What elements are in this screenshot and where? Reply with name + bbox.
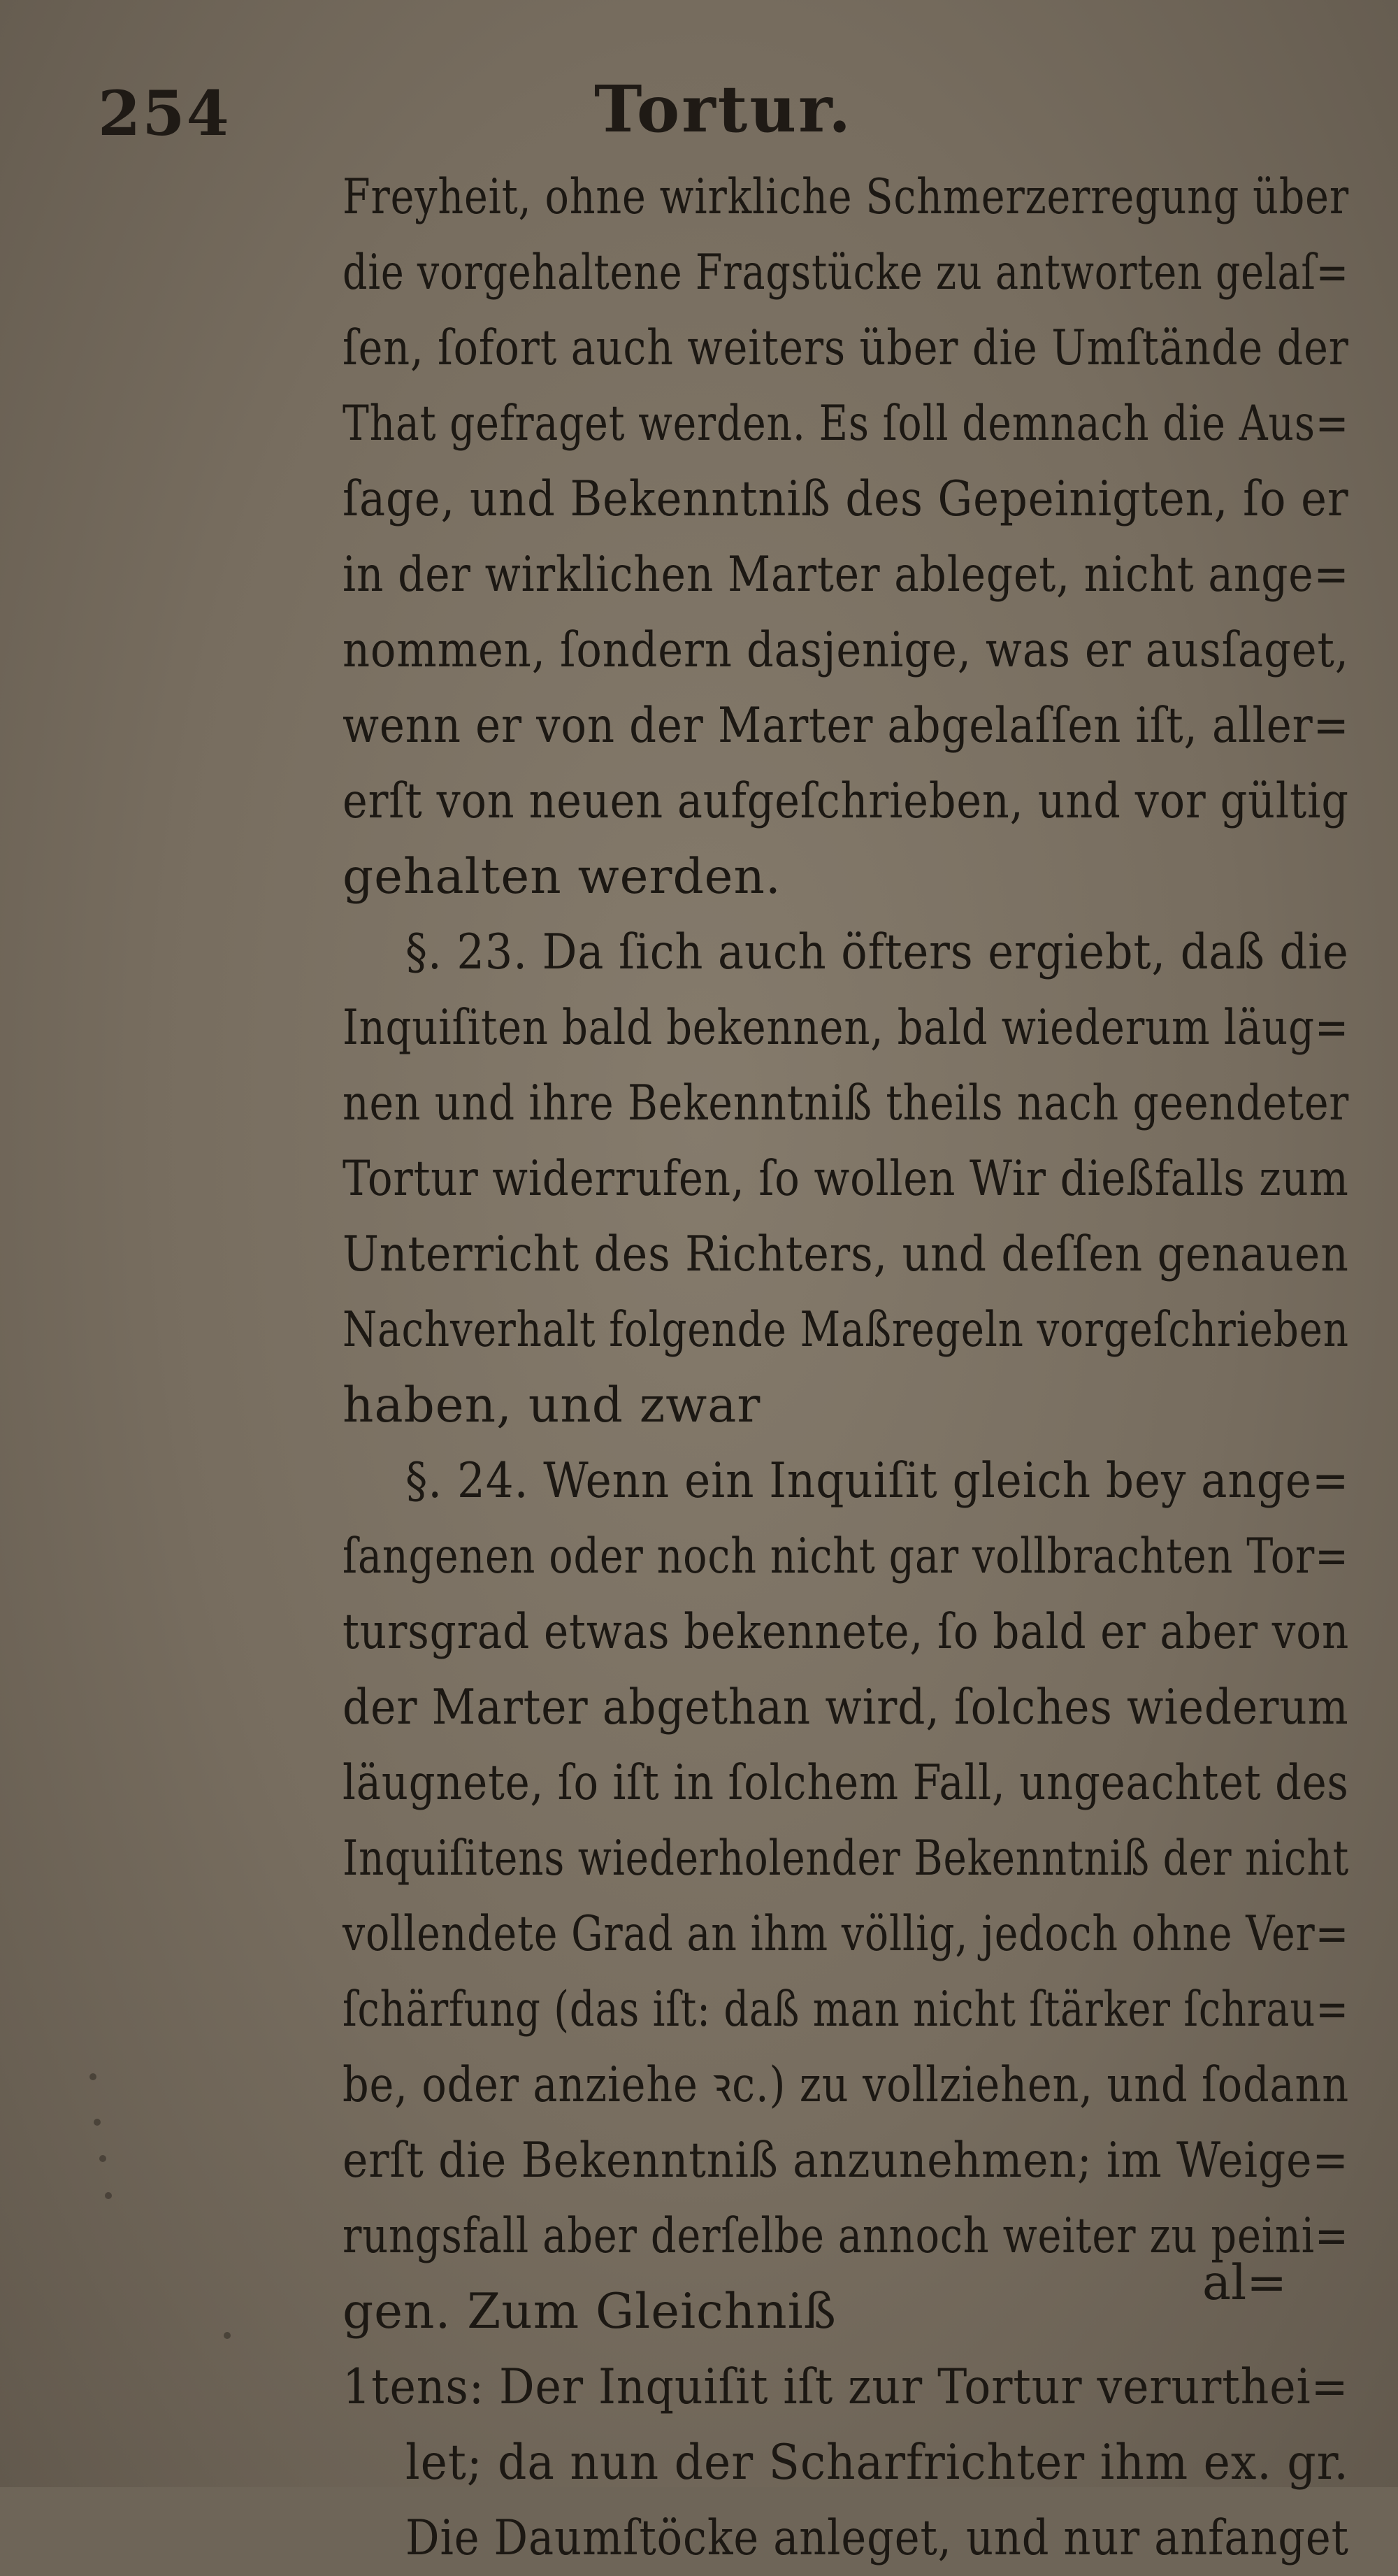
- text-line: Freyheit, ohne wirkliche Schmerzerregung über: [343, 169, 1349, 225]
- text-line: Nachverhalt folgende Maßregeln vorgeſchrieben: [343, 1302, 1349, 1358]
- ink-speck: [89, 2073, 96, 2080]
- running-head: Tortur.: [594, 71, 853, 147]
- text-line: nommen, ſondern dasjenige, was er ausſaget,: [343, 622, 1349, 678]
- text-line: nen und ihre Bekenntniß theils nach geendeter: [343, 1075, 1350, 1131]
- text-line: be, oder anziehe ꝛc.) zu vollziehen, und ſodann: [343, 2057, 1350, 2113]
- text-line: §. 24. Wenn ein Inquiſit gleich bey ange=: [405, 1453, 1350, 1509]
- text-line: ſage, und Bekenntniß des Gepeinigten, ſo er: [343, 471, 1349, 527]
- text-line: Inquiſitens wiederholender Bekenntniß der nicht: [343, 1831, 1350, 1887]
- text-line: vollendete Grad an ihm völlig, jedoch ohne Ver=: [343, 1906, 1350, 1962]
- text-line: let; da nun der Scharfrichter ihm ex. gr.: [405, 2435, 1349, 2491]
- text-line: That gefraget werden. Es ſoll demnach die Aus=: [343, 396, 1350, 452]
- text-line: ſen, ſofort auch weiters über die Umſtände der: [343, 320, 1349, 376]
- text-line: erſt die Bekenntniß anzunehmen; im Weige=: [343, 2133, 1349, 2189]
- text-line: wenn er von der Marter abgelaſſen iſt, aller=: [343, 698, 1350, 754]
- text-line: 1tens: Der Inquiſit iſt zur Tortur verurthei=: [343, 2359, 1349, 2415]
- ink-speck: [94, 2119, 101, 2126]
- catchword: al=: [1202, 2255, 1288, 2311]
- text-line: in der wirklichen Marter ableget, nicht ange=: [343, 547, 1350, 603]
- ink-speck: [99, 2155, 106, 2162]
- text-line: tursgrad etwas bekennete, ſo bald er aber von: [343, 1604, 1350, 1660]
- text-line: die vorgehaltene Fragstücke zu antworten gelaſ=: [343, 245, 1349, 301]
- text-line: §. 23. Da ſich auch öfters ergiebt, daß die: [405, 924, 1349, 980]
- text-line: ſchärfung (das iſt: daß man nicht ſtärker ſchrau=: [343, 1982, 1349, 2038]
- page-number: 254: [98, 77, 231, 150]
- text-line: gehalten werden.: [343, 849, 781, 905]
- text-line: gen. Zum Gleichniß: [343, 2284, 837, 2340]
- ink-speck: [224, 2332, 231, 2339]
- text-line: Inquiſiten bald bekennen, bald wiederum läug=: [343, 1000, 1349, 1056]
- text-line: ſangenen oder noch nicht gar vollbrachten Tor=: [343, 1529, 1349, 1584]
- text-line: Tortur widerrufen, ſo wollen Wir dießfalls zum: [343, 1151, 1349, 1207]
- text-line: rungsfall aber derſelbe annoch weiter zu peini=: [343, 2208, 1349, 2264]
- text-line: haben, und zwar: [343, 1378, 761, 1433]
- page-header: [0, 63, 1398, 154]
- text-line: Die Daumſtöcke anleget, und nur anfanget: [405, 2510, 1349, 2566]
- text-line: erſt von neuen aufgeſchrieben, und vor gültig: [343, 773, 1349, 829]
- ink-speck: [105, 2192, 112, 2199]
- text-line: der Marter abgethan wird, ſolches wiederum: [343, 1680, 1349, 1736]
- text-line: läugnete, ſo iſt in ſolchem Fall, ungeachtet des: [343, 1755, 1349, 1811]
- text-line: Unterricht des Richters, und deſſen genauen: [343, 1226, 1349, 1282]
